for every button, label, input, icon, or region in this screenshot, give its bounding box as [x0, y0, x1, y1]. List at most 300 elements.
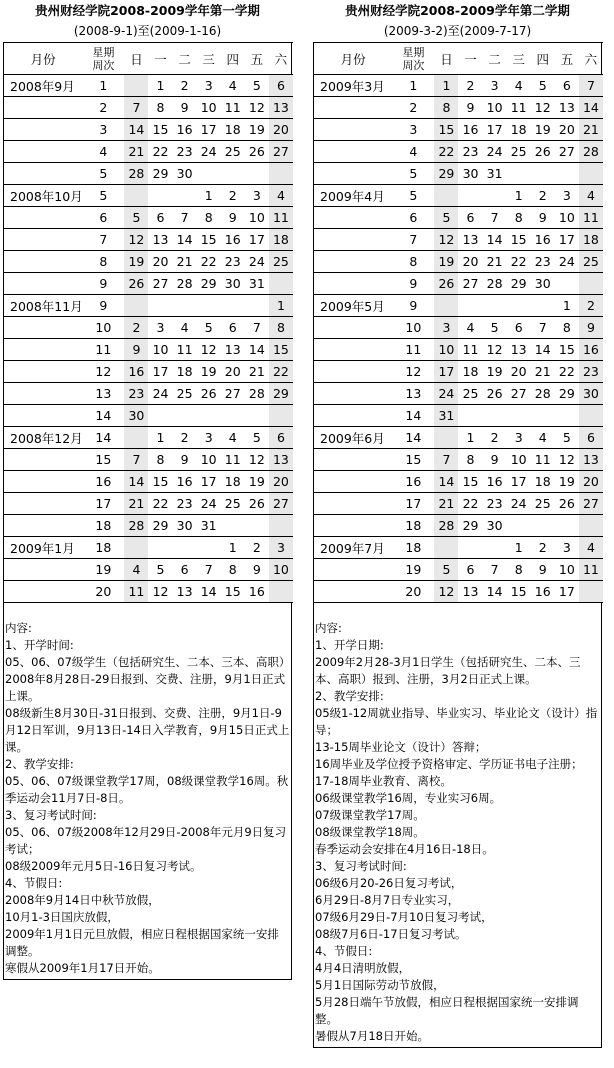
day-of-week-header: 日: [130, 51, 143, 67]
day-cell: 3: [204, 78, 213, 93]
month-label: [314, 97, 392, 119]
day-cell: 3: [490, 78, 499, 93]
day-cell: [579, 163, 603, 185]
day-cell: [197, 163, 221, 185]
day-cell: 24: [152, 386, 169, 401]
week-number: 5: [99, 188, 108, 203]
day-cell: [221, 163, 245, 185]
day-cell: 19: [124, 251, 148, 273]
week-number: 6: [409, 210, 418, 225]
week-number: 19: [95, 562, 112, 577]
week-number: 5: [409, 188, 418, 203]
day-cell: [173, 185, 197, 207]
day-cell: 16: [462, 122, 479, 137]
calendar-week-row: [314, 361, 603, 383]
day-cell: [434, 427, 458, 449]
day-cell: 23: [462, 144, 479, 159]
day-cell: [531, 515, 555, 537]
weekday-label: 星期: [92, 45, 115, 59]
day-cell: 28: [486, 276, 503, 291]
day-cell: 28: [124, 515, 148, 537]
week-number: 4: [99, 144, 108, 159]
day-cell: 15: [434, 119, 458, 141]
day-cell: 15: [558, 342, 575, 357]
day-cell: 1: [228, 540, 237, 555]
day-cell: 1: [156, 430, 165, 445]
weekday-week-column-header: [82, 43, 124, 75]
day-cell: [221, 295, 245, 317]
day-cell: 30: [124, 405, 148, 427]
calendar-week-row: [4, 427, 293, 449]
week-number: 7: [99, 232, 108, 247]
day-cell: 19: [248, 122, 265, 137]
note-line: 07级6月29日-7月10日复习考试，: [315, 910, 493, 924]
month-label: [4, 141, 82, 163]
note-line: 2、教学安排:: [5, 757, 74, 771]
day-cell: 8: [228, 562, 237, 577]
day-cell: 9: [490, 452, 499, 467]
day-cell: 4: [269, 185, 293, 207]
month-label: [314, 207, 392, 229]
week-number: 8: [99, 254, 108, 269]
day-cell: 22: [558, 364, 575, 379]
month-label: 2008年11月: [10, 298, 83, 314]
day-cell: 16: [176, 122, 193, 137]
note-line: 16周毕业及学位授予资格审定、学历证书电子注册；: [315, 757, 583, 771]
day-cell: 24: [486, 144, 503, 159]
calendar-week-row: [314, 383, 603, 405]
day-cell: 4: [466, 320, 475, 335]
day-cell: 26: [248, 496, 265, 511]
day-cell: 11: [510, 100, 527, 115]
month-label: [4, 97, 82, 119]
calendar-week-row: [314, 449, 603, 471]
day-cell: [531, 163, 555, 185]
day-of-week-header: 二: [488, 51, 501, 67]
day-cell: 5: [124, 207, 148, 229]
day-cell: 3: [434, 317, 458, 339]
semester-title: 贵州财经学院2008-2009学年第二学期: [345, 3, 570, 18]
month-label: [314, 119, 392, 141]
day-cell: 20: [579, 471, 603, 493]
month-label: [4, 229, 82, 251]
month-label: [4, 361, 82, 383]
day-cell: [173, 295, 197, 317]
week-number: 14: [405, 430, 422, 445]
calendar-week-row: [314, 537, 603, 559]
note-line: 1、开学日期:: [315, 638, 384, 652]
calendar-week-row: [314, 75, 603, 97]
note-line: 内容:: [315, 621, 342, 635]
day-cell: 1: [269, 295, 293, 317]
day-cell: 2: [490, 430, 499, 445]
day-cell: 30: [579, 383, 603, 405]
day-cell: 30: [224, 276, 241, 291]
day-cell: 16: [124, 361, 148, 383]
day-cell: [245, 295, 269, 317]
week-number: 10: [405, 320, 422, 335]
month-label: [314, 163, 392, 185]
day-cell: [507, 515, 531, 537]
day-cell: 13: [176, 584, 193, 599]
day-cell: 28: [176, 276, 193, 291]
day-cell: 3: [514, 430, 523, 445]
day-cell: 2: [228, 188, 237, 203]
day-cell: [434, 185, 458, 207]
day-cell: 9: [538, 562, 547, 577]
month-column-header: 月份: [340, 51, 366, 67]
day-cell: 10: [558, 562, 575, 577]
day-cell: 6: [579, 427, 603, 449]
day-cell: 29: [558, 386, 575, 401]
day-cell: 14: [434, 471, 458, 493]
day-cell: 4: [514, 78, 523, 93]
day-cell: 10: [434, 339, 458, 361]
note-line: 5月1日国际劳动节放假，: [315, 978, 445, 992]
day-cell: 3: [252, 188, 261, 203]
day-cell: 17: [486, 122, 503, 137]
day-cell: 2: [180, 78, 189, 93]
day-cell: 3: [204, 430, 213, 445]
week-number: 13: [405, 386, 422, 401]
calendar-week-row: [4, 559, 293, 581]
day-cell: 5: [490, 320, 499, 335]
calendar-week-row: [4, 493, 293, 515]
calendar-header-row: [314, 43, 603, 75]
day-cell: [269, 581, 293, 603]
day-of-week-header: 二: [178, 51, 191, 67]
day-cell: 26: [486, 386, 503, 401]
day-cell: 22: [462, 496, 479, 511]
day-cell: 10: [200, 100, 217, 115]
day-cell: 24: [200, 496, 217, 511]
day-cell: 15: [152, 122, 169, 137]
calendar-header-row: [4, 43, 293, 75]
day-cell: 12: [486, 342, 503, 357]
day-cell: 7: [252, 320, 261, 335]
month-label: [4, 251, 82, 273]
calendar-frame: [313, 42, 602, 603]
week-number: 6: [99, 210, 108, 225]
day-cell: 10: [269, 559, 293, 581]
day-cell: 6: [269, 75, 293, 97]
day-cell: 13: [224, 342, 241, 357]
day-cell: 14: [176, 232, 193, 247]
day-cell: 22: [510, 254, 527, 269]
calendar-week-row: [4, 75, 293, 97]
week-number: 11: [95, 342, 112, 357]
calendar-week-row: [314, 559, 603, 581]
day-cell: 30: [462, 166, 479, 181]
day-of-week-header: 三: [202, 51, 215, 67]
week-number: 12: [95, 364, 112, 379]
day-cell: 13: [269, 97, 293, 119]
day-cell: 20: [269, 119, 293, 141]
week-number: 1: [409, 78, 418, 93]
month-label: 2008年9月: [10, 78, 75, 94]
day-cell: 25: [462, 386, 479, 401]
day-cell: 31: [200, 518, 217, 533]
day-cell: 28: [124, 163, 148, 185]
day-cell: 21: [434, 493, 458, 515]
day-cell: 15: [510, 584, 527, 599]
calendar-week-row: [314, 581, 603, 603]
day-cell: 4: [228, 78, 237, 93]
week-number: 16: [95, 474, 112, 489]
calendar-week-row: [314, 119, 603, 141]
semester-notes: [313, 603, 602, 1048]
day-cell: 24: [434, 383, 458, 405]
note-line: 4、节假日:: [315, 944, 373, 958]
day-cell: [221, 405, 245, 427]
day-cell: 14: [486, 584, 503, 599]
day-cell: 11: [224, 100, 241, 115]
day-cell: 16: [486, 474, 503, 489]
day-cell: 6: [269, 427, 293, 449]
day-cell: 11: [269, 207, 293, 229]
calendar-week-row: [314, 295, 603, 317]
note-line: 06级课堂教学16周，专业实习6周。: [315, 791, 502, 805]
calendar-week-row: [314, 339, 603, 361]
day-cell: 27: [462, 276, 479, 291]
day-cell: 9: [180, 100, 189, 115]
day-cell: 1: [514, 188, 523, 203]
note-line: 6月29日-8月7日专业实习，: [315, 893, 460, 907]
day-cell: 25: [534, 496, 551, 511]
day-cell: 27: [224, 386, 241, 401]
day-cell: [245, 163, 269, 185]
day-cell: 9: [180, 452, 189, 467]
day-cell: 31: [434, 405, 458, 427]
day-cell: 5: [562, 430, 571, 445]
week-number: 14: [405, 408, 422, 423]
day-cell: 4: [228, 430, 237, 445]
day-cell: 12: [124, 229, 148, 251]
day-cell: 16: [579, 339, 603, 361]
week-number: 11: [405, 342, 422, 357]
day-cell: 13: [462, 584, 479, 599]
day-cell: 7: [124, 97, 148, 119]
day-cell: 30: [486, 518, 503, 533]
day-cell: 10: [152, 342, 169, 357]
calendar-week-row: [4, 471, 293, 493]
day-cell: 23: [124, 383, 148, 405]
calendar-week-row: [4, 251, 293, 273]
day-of-week-header: 五: [250, 51, 264, 67]
day-cell: 27: [579, 493, 603, 515]
week-number: 8: [409, 254, 418, 269]
day-cell: 19: [434, 251, 458, 273]
day-cell: 17: [510, 474, 527, 489]
month-label: [4, 207, 82, 229]
week-number: 9: [409, 276, 418, 291]
calendar-week-row: [4, 383, 293, 405]
day-cell: 7: [579, 75, 603, 97]
day-cell: 21: [534, 364, 551, 379]
day-cell: 16: [534, 584, 551, 599]
month-label: [314, 273, 392, 295]
day-cell: 18: [224, 122, 241, 137]
note-line: 暑假从7月18日开始。: [315, 1029, 429, 1043]
day-cell: 29: [462, 518, 479, 533]
day-cell: 18: [224, 474, 241, 489]
day-cell: 15: [462, 474, 479, 489]
calendar-week-row: [314, 471, 603, 493]
week-number: 18: [95, 518, 112, 533]
week-number: 14: [95, 430, 112, 445]
day-cell: 28: [248, 386, 265, 401]
day-cell: 29: [200, 276, 217, 291]
day-cell: [507, 295, 531, 317]
day-cell: 30: [176, 166, 193, 181]
month-column-header: 月份: [30, 51, 56, 67]
calendar-frame: [3, 42, 292, 603]
day-cell: 14: [534, 342, 551, 357]
calendar-week-row: [4, 229, 293, 251]
month-label: 2008年12月: [10, 430, 83, 446]
day-of-week-header: 四: [226, 51, 240, 67]
day-cell: 26: [200, 386, 217, 401]
calendar-week-row: [314, 251, 603, 273]
week-number: 9: [409, 298, 418, 313]
day-cell: [124, 427, 148, 449]
day-cell: [245, 405, 269, 427]
month-label: [4, 471, 82, 493]
day-cell: 13: [558, 100, 575, 115]
day-cell: 3: [269, 537, 293, 559]
day-of-week-header: 日: [440, 51, 453, 67]
day-cell: 25: [579, 251, 603, 273]
day-cell: 17: [434, 361, 458, 383]
calendar-week-row: [314, 273, 603, 295]
day-cell: [197, 405, 221, 427]
day-cell: 4: [579, 537, 603, 559]
day-cell: [579, 405, 603, 427]
calendar-week-row: [4, 361, 293, 383]
day-cell: 18: [269, 229, 293, 251]
day-cell: 7: [204, 562, 213, 577]
day-cell: [555, 163, 579, 185]
day-cell: 16: [534, 232, 551, 247]
day-cell: [269, 515, 293, 537]
day-cell: [579, 273, 603, 295]
day-cell: 22: [269, 361, 293, 383]
note-line: 2、教学安排:: [315, 689, 384, 703]
day-cell: 29: [510, 276, 527, 291]
month-label: [314, 405, 392, 427]
calendar-week-row: [314, 515, 603, 537]
week-number: 18: [95, 540, 112, 555]
week-number: 1: [99, 78, 108, 93]
day-cell: 20: [152, 254, 169, 269]
note-line: 4、节假日:: [5, 876, 63, 890]
day-cell: [458, 185, 482, 207]
month-label: [314, 317, 392, 339]
day-cell: 5: [156, 562, 165, 577]
day-cell: 12: [534, 100, 551, 115]
month-label: [314, 515, 392, 537]
day-cell: 7: [490, 562, 499, 577]
day-cell: 22: [152, 496, 169, 511]
day-cell: 8: [204, 210, 213, 225]
day-cell: [148, 405, 172, 427]
week-number: 7: [409, 232, 418, 247]
week-number: 2: [99, 100, 108, 115]
day-cell: [507, 405, 531, 427]
day-cell: 5: [252, 430, 261, 445]
day-cell: 19: [558, 474, 575, 489]
month-label: [4, 273, 82, 295]
day-cell: [197, 295, 221, 317]
day-cell: 13: [152, 232, 169, 247]
day-cell: 25: [176, 386, 193, 401]
day-cell: [483, 405, 507, 427]
day-cell: 14: [124, 471, 148, 493]
calendar-week-row: [4, 581, 293, 603]
day-cell: 20: [224, 364, 241, 379]
calendar-week-row: [4, 163, 293, 185]
day-cell: [173, 537, 197, 559]
day-cell: 9: [538, 210, 547, 225]
week-number: 20: [95, 584, 112, 599]
month-label: [314, 449, 392, 471]
month-label: [4, 339, 82, 361]
day-cell: 22: [152, 144, 169, 159]
note-line: 17-18周毕业教育、离校。: [315, 774, 452, 788]
week-number: 9: [99, 276, 108, 291]
day-cell: [483, 295, 507, 317]
day-cell: 13: [510, 342, 527, 357]
week-number: 12: [405, 364, 422, 379]
day-cell: 27: [558, 144, 575, 159]
day-cell: 5: [538, 78, 547, 93]
day-cell: [124, 185, 148, 207]
day-cell: 27: [269, 493, 293, 515]
day-of-week-header: 五: [560, 51, 574, 67]
calendar-week-row: [314, 229, 603, 251]
day-cell: 4: [538, 430, 547, 445]
note-line: 05、06、07级课堂教学17周，08级课堂教学16周。秋季运动会11月7日-8日。: [5, 774, 289, 805]
day-cell: 7: [538, 320, 547, 335]
day-cell: [458, 295, 482, 317]
day-cell: 1: [466, 430, 475, 445]
day-cell: 21: [124, 141, 148, 163]
day-cell: 7: [434, 449, 458, 471]
day-cell: 2: [538, 540, 547, 555]
day-cell: 14: [200, 584, 217, 599]
day-cell: 2: [252, 540, 261, 555]
week-number: 5: [99, 166, 108, 181]
day-of-week-header: 六: [274, 51, 288, 67]
day-cell: 8: [156, 100, 165, 115]
day-cell: [531, 405, 555, 427]
month-label: 2009年4月: [320, 188, 385, 204]
day-cell: 2: [180, 430, 189, 445]
day-cell: 24: [248, 254, 265, 269]
day-cell: 12: [200, 342, 217, 357]
day-cell: 6: [180, 562, 189, 577]
day-cell: 12: [558, 452, 575, 467]
calendar-week-row: [4, 339, 293, 361]
day-cell: 13: [462, 232, 479, 247]
day-cell: 7: [124, 449, 148, 471]
calendar-week-row: [314, 163, 603, 185]
note-line: 3、复习考试时间:: [5, 808, 97, 822]
day-cell: 10: [486, 100, 503, 115]
day-cell: 15: [269, 339, 293, 361]
week-number-label: 周次: [402, 58, 425, 72]
day-cell: 2: [538, 188, 547, 203]
